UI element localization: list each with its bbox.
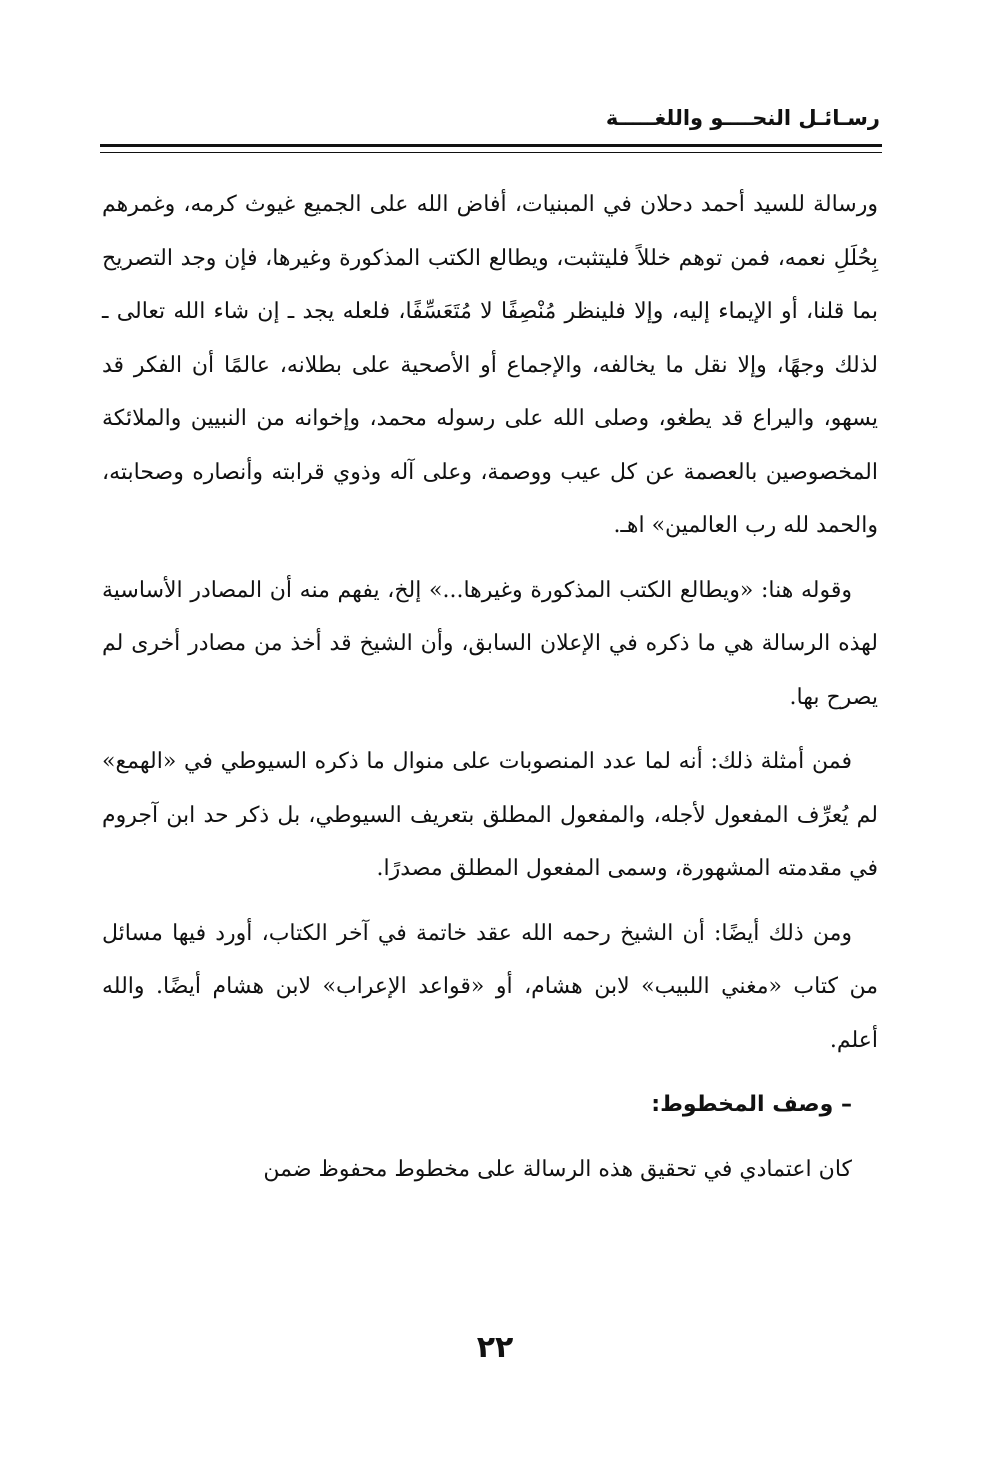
header-rule-thick	[100, 144, 882, 147]
running-header: رسـائـل النحــــو واللغـــــة	[605, 106, 880, 130]
body-text	[102, 178, 878, 1196]
paragraph-manuscript-description: كان اعتمادي في تحقيق هذه الرسالة على مخطوط محفوظ ضمن	[263, 1156, 852, 1182]
paragraph-example-suyuti: فمن أمثلة ذلك: أنه لما عدد المنصوبات على منوال ما ذكره السيوطي في «الهمع» لم يُعرِّف المفعول لأجله، والمفعول المطلق بتعريف السيوطي، بل ذكر حد ابن آجروم في مقدمته المشهورة، وسمى المفعول المطلق مصدرًا.	[102, 749, 878, 881]
paragraph-sources: وقوله هنا: «ويطالع الكتب المذكورة وغيرها...» إلخ، يفهم منه أن المصادر الأساسية لهذه الرسالة هي ما ذكره في الإعلان السابق، وأن الشيخ قد أخذ من مصادر أخرى لم يصرح بها.	[102, 577, 878, 710]
paragraph-continuation: ورسالة للسيد أحمد دحلان في المبنيات، أفاض الله على الجميع غيوث كرمه، وغمرهم بِحُلَلِ نعمه، فمن توهم خللاً فليتثبت، ويطالع الكتب المذكورة وغيرها، فإن وجد التصريح بما قلنا، أو الإيماء إليه، وإلا فلينظر مُنْصِفًا لا مُتَعَسِّفًا، فلعله يجد ـ إن شاء الله تعالى ـ لذلك وجهًا، وإلا نقل ما يخالفه، والإجماع أو الأصحية على بطلانه، عالمًا أن الفكر قد يسهو، واليراع قد يطغو، وصلى الله على رسوله محمد، وإخوانه من النبيين والملائكة المخصوصين بالعصمة عن كل عيب ووصمة، وعلى آله وذوي قرابته وأنصاره وصحابته، والحمد لله رب العالمين» اهـ.	[102, 192, 878, 538]
header-rule-thin	[100, 152, 882, 153]
section-heading-manuscript: – وصف المخطوط:	[651, 1092, 852, 1117]
paragraph-example-ibn-hisham: ومن ذلك أيضًا: أن الشيخ رحمه الله عقد خاتمة في آخر الكتاب، أورد فيها مسائل من كتاب «مغني اللبيب» لابن هشام، أو «قواعد الإعراب» لابن هشام أيضًا. والله أعلم.	[102, 920, 878, 1053]
page-number: ٢٢	[476, 1330, 514, 1365]
